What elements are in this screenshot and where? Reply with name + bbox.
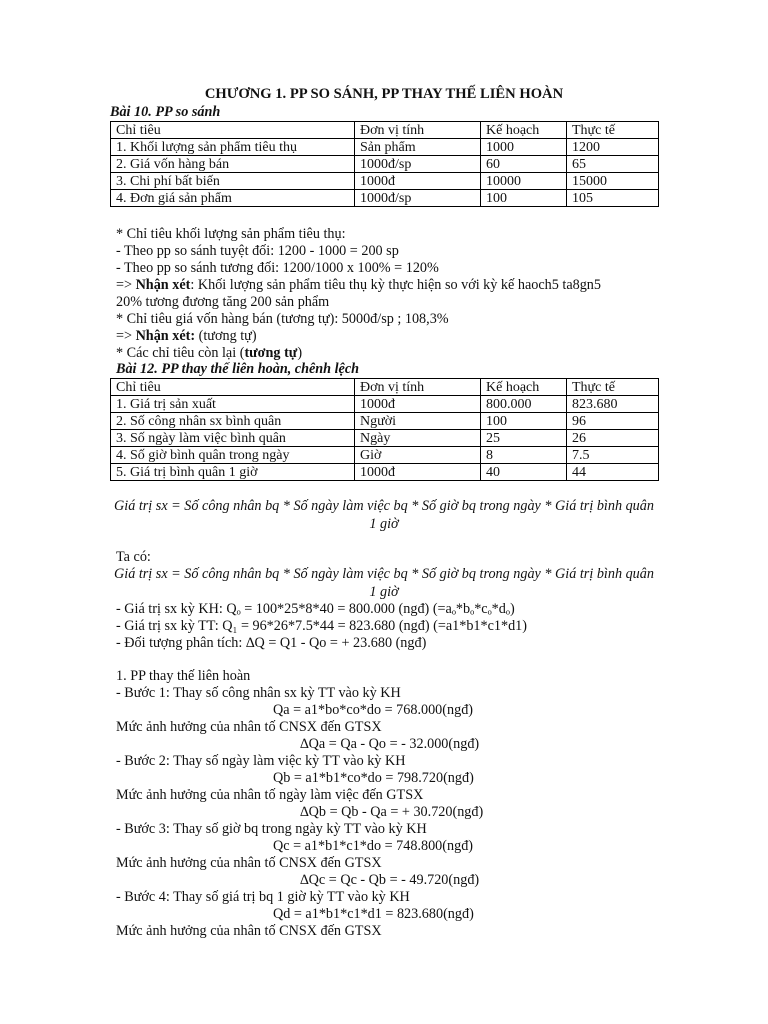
actual-value-line: - Giá trị sx kỳ TT: Q₁ = 96*26*7.5*44 = 823.680 (ngđ) (=a1*b1*c1*d1)	[116, 618, 527, 634]
header-cell: Chỉ tiêu	[111, 122, 355, 139]
table-cell: 7.5	[567, 447, 659, 464]
table-row	[111, 413, 659, 430]
step-calc: Qb = a1*b1*co*do = 798.720(ngđ)	[273, 770, 474, 786]
remark-label: Nhận xét:	[135, 328, 196, 344]
table-cell: 4. Đơn giá sản phẩm	[111, 190, 355, 207]
remark-text: (tương tự)	[195, 328, 257, 344]
remark-prefix: =>	[116, 277, 136, 293]
note-bold: tương tự	[244, 345, 298, 361]
table-cell: 40	[481, 464, 567, 481]
table-chain-substitution	[110, 378, 659, 481]
table-cell: 1200	[567, 139, 659, 156]
table-header-row	[111, 122, 659, 139]
section1-heading: Bài 10. PP so sánh	[110, 104, 221, 120]
table-cell: 100	[481, 413, 567, 430]
step-delta: ∆Qa = Qa - Qo = - 32.000(ngđ)	[300, 736, 480, 752]
step-delta: ∆Qc = Qc - Qb = - 49.720(ngđ)	[300, 872, 480, 888]
table-cell: 1. Giá trị sản xuất	[111, 396, 355, 413]
note-suffix: )	[297, 345, 303, 361]
remark-text: : Khối lượng sản phẩm tiêu thụ kỳ thực hiện so với kỳ kế haoch5 ta8gn5	[190, 277, 601, 293]
note-line: * Chỉ tiêu khối lượng sản phẩm tiêu thụ:	[116, 226, 346, 242]
note-line: 20% tương đương tăng 200 sản phẩm	[116, 294, 330, 310]
table-cell: 2. Số công nhân sx bình quân	[111, 413, 355, 430]
header-cell: Đơn vị tính	[355, 379, 481, 396]
plan-value-line: - Giá trị sx kỳ KH: Qₒ = 100*25*8*40 = 800.000 (ngđ) (=aₒ*bₒ*cₒ*dₒ)	[116, 601, 515, 617]
note-line: - Theo pp so sánh tương đối: 1200/1000 x 100% = 120%	[116, 260, 439, 276]
section2-heading: Bài 12. PP thay thế liên hoàn, chênh lệch	[116, 361, 360, 377]
table-cell: 1000đ	[355, 464, 481, 481]
formula-repeat: Giá trị sx = Số công nhân bq * Số ngày làm việc bq * Số giờ bq trong ngày * Giá trị bình quân 1 giờ	[114, 566, 654, 600]
step-calc: Qa = a1*bo*co*do = 768.000(ngđ)	[273, 702, 474, 718]
note-line: - Theo pp so sánh tuyệt đối: 1200 - 1000 = 200 sp	[116, 243, 399, 259]
step-line: - Bước 4: Thay số giá trị bq 1 giờ kỳ TT vào kỳ KH	[116, 889, 410, 905]
table-cell: 2. Giá vốn hàng bán	[111, 156, 355, 173]
table-cell: 1000đ	[355, 173, 481, 190]
header-cell: Kế hoạch	[481, 122, 567, 139]
table-cell: 26	[567, 430, 659, 447]
table-cell: 44	[567, 464, 659, 481]
step-delta: ∆Qb = Qb - Qa = + 30.720(ngđ)	[300, 804, 484, 820]
table-cell: Ngày	[355, 430, 481, 447]
step-effect: Mức ảnh hưởng của nhân tố CNSX đến GTSX	[116, 923, 382, 939]
note-prefix: * Các chỉ tiêu còn lại (	[116, 345, 245, 361]
step-effect: Mức ảnh hưởng của nhân tố CNSX đến GTSX	[116, 855, 382, 871]
table-cell: 8	[481, 447, 567, 464]
analysis-object-line: - Đối tượng phân tích: ∆Q = Q1 - Qo = + 23.680 (ngđ)	[116, 635, 427, 651]
step-calc: Qd = a1*b1*c1*d1 = 823.680(ngđ)	[273, 906, 474, 922]
table-cell: 15000	[567, 173, 659, 190]
table-cell: 3. Số ngày làm việc bình quân	[111, 430, 355, 447]
header-cell: Thực tế	[567, 379, 659, 396]
header-cell: Đơn vị tính	[355, 122, 481, 139]
table-cell: 1000đ/sp	[355, 156, 481, 173]
ta-co-label: Ta có:	[116, 549, 151, 565]
table-row	[111, 430, 659, 447]
remark-line	[116, 328, 257, 345]
header-cell: Kế hoạch	[481, 379, 567, 396]
chapter-title: CHƯƠNG 1. PP SO SÁNH, PP THAY THẾ LIÊN HOÀN	[204, 86, 564, 102]
note-line	[116, 345, 302, 362]
table-cell: 10000	[481, 173, 567, 190]
step-effect: Mức ảnh hưởng của nhân tố ngày làm việc đến GTSX	[116, 787, 424, 803]
step-line: - Bước 1: Thay số công nhân sx kỳ TT vào kỳ KH	[116, 685, 401, 701]
table-cell: 3. Chi phí bất biến	[111, 173, 355, 190]
table-cell: Người	[355, 413, 481, 430]
table-header-row	[111, 379, 659, 396]
formula-main: Giá trị sx = Số công nhân bq * Số ngày làm việc bq * Số giờ bq trong ngày * Giá trị bình quân 1 giờ	[114, 498, 654, 532]
table-row	[111, 447, 659, 464]
table-row	[111, 464, 659, 481]
step-calc: Qc = a1*b1*c1*do = 748.800(ngđ)	[273, 838, 474, 854]
table-cell: 100	[481, 190, 567, 207]
step-effect: Mức ảnh hưởng của nhân tố CNSX đến GTSX	[116, 719, 382, 735]
table-row	[111, 190, 659, 207]
table-cell: 25	[481, 430, 567, 447]
table-cell: Sản phẩm	[355, 139, 481, 156]
header-cell: Chỉ tiêu	[111, 379, 355, 396]
table-cell: 1000đ/sp	[355, 190, 481, 207]
table-cell: 1000	[481, 139, 567, 156]
table-cell: 5. Giá trị bình quân 1 giờ	[111, 464, 355, 481]
table-row	[111, 139, 659, 156]
header-cell: Thực tế	[567, 122, 659, 139]
remark-prefix: =>	[116, 328, 136, 344]
step-line: - Bước 3: Thay số giờ bq trong ngày kỳ TT vào kỳ KH	[116, 821, 427, 837]
note-line: * Chỉ tiêu giá vốn hàng bán (tương tự): 5000đ/sp ; 108,3%	[116, 311, 449, 327]
remark-label: Nhận xét	[135, 277, 191, 293]
table-cell: 105	[567, 190, 659, 207]
method-heading: 1. PP thay thế liên hoàn	[116, 668, 251, 684]
table-cell: 800.000	[481, 396, 567, 413]
table-cell: 1. Khối lượng sản phẩm tiêu thụ	[111, 139, 355, 156]
step-line: - Bước 2: Thay số ngày làm việc kỳ TT vào kỳ KH	[116, 753, 406, 769]
table-cell: 1000đ	[355, 396, 481, 413]
table-cell: 96	[567, 413, 659, 430]
table-cell: Giờ	[355, 447, 481, 464]
remark-line	[116, 277, 601, 294]
table-cell: 823.680	[567, 396, 659, 413]
table-row	[111, 396, 659, 413]
table-cell: 4. Số giờ bình quân trong ngày	[111, 447, 355, 464]
table-row	[111, 173, 659, 190]
table-cell: 60	[481, 156, 567, 173]
table-row	[111, 156, 659, 173]
table-cell: 65	[567, 156, 659, 173]
table-comparison	[110, 121, 659, 207]
